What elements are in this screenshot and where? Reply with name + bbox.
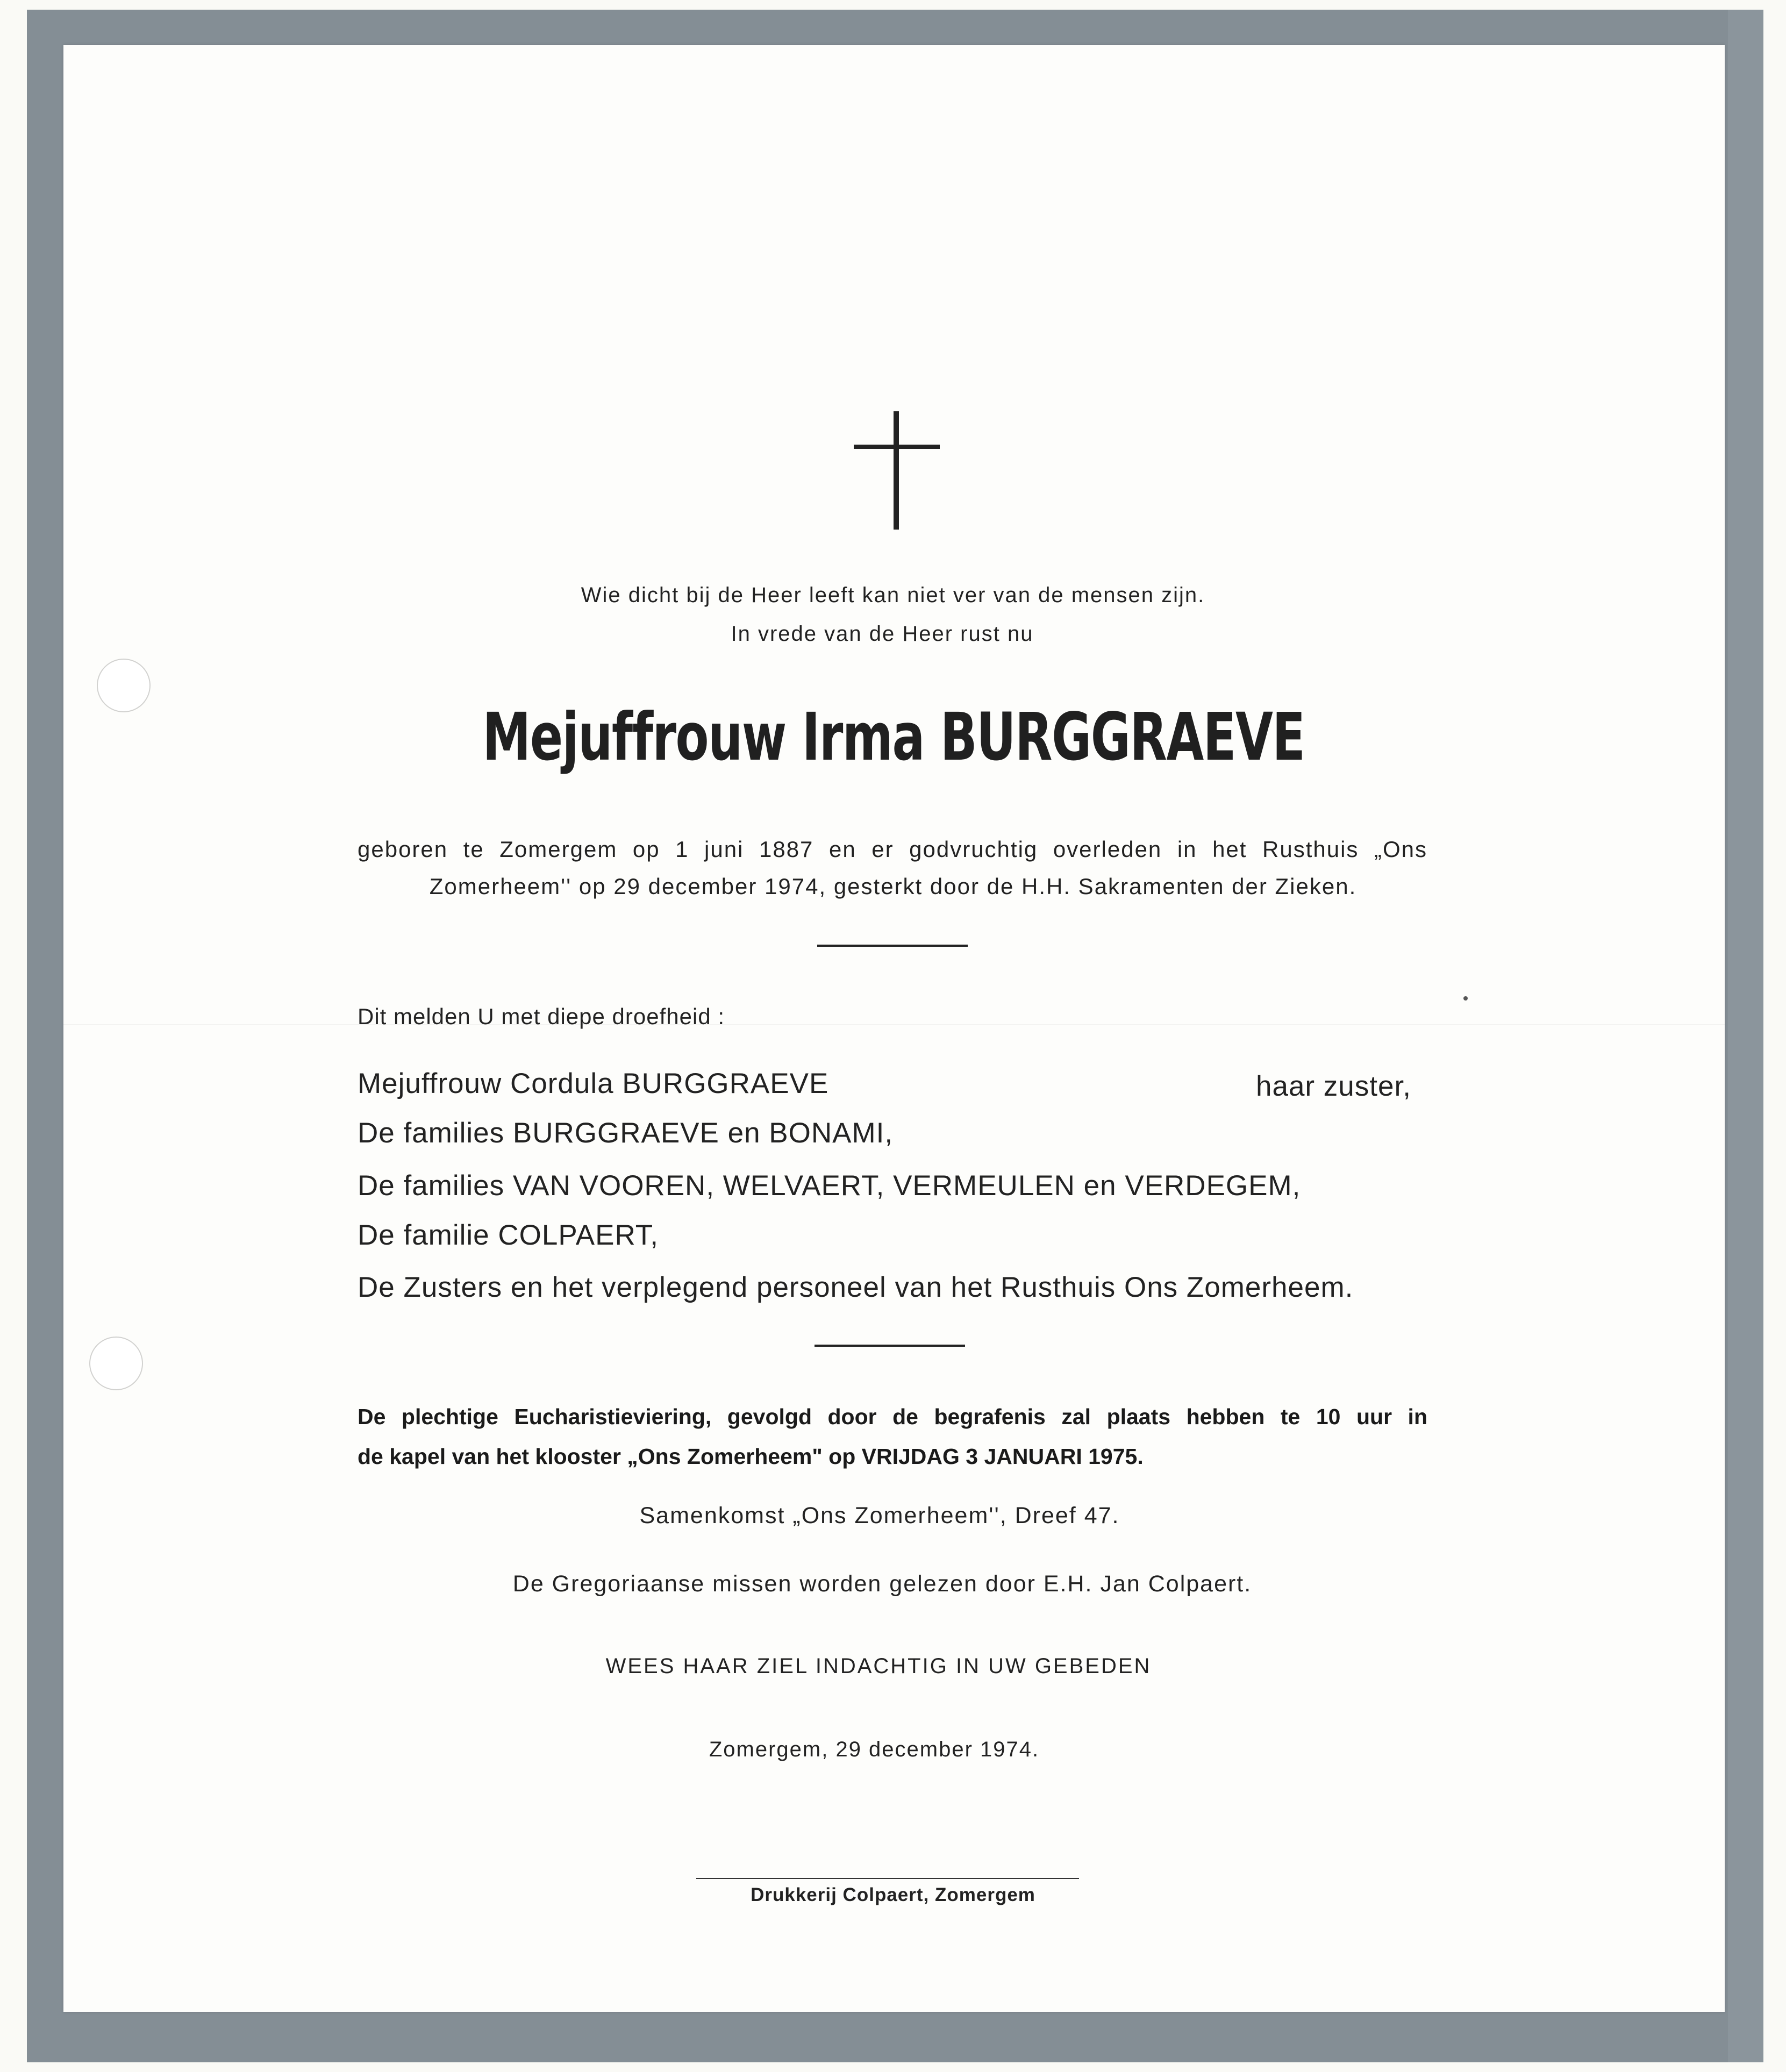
verse-line-2: In vrede van de Heer rust nu [731, 622, 1034, 646]
divider-middle [815, 1345, 965, 1347]
printer-credit: Drukkerij Colpaert, Zomergem [751, 1884, 1035, 1905]
verse-line-1: Wie dicht bij de Heer leeft kan niet ver van de mensen zijn. [581, 583, 1205, 607]
latin-cross-icon [854, 411, 940, 530]
masses-info: De Gregoriaanse missen worden gelezen door E.H. Jan Colpaert. [512, 1571, 1252, 1597]
mourner-line-3: De families VAN VOOREN, WELVAERT, VERMEULEN en VERDEGEM, [358, 1170, 1301, 1202]
funeral-line-2: de kapel van het klooster „Ons Zomerheem" op VRIJDAG 3 JANUARI 1975. [358, 1444, 1144, 1469]
cross-vertical-bar [894, 411, 899, 530]
divider-top [817, 945, 968, 947]
gathering-info: Samenkomst „Ons Zomerheem'', Dreef 47. [639, 1503, 1120, 1528]
details-line-2: Zomerheem'' op 29 december 1974, gesterkt door de H.H. Sakramenten der Zieken. [429, 874, 1357, 899]
memorial-card [63, 45, 1725, 2012]
mourner-line-4: De familie COLPAERT, [358, 1219, 659, 1251]
mourner-line-2: De families BURGGRAEVE en BONAMI, [358, 1117, 894, 1149]
place-and-date: Zomergem, 29 december 1974. [709, 1738, 1040, 1761]
punch-hole-bottom [89, 1337, 143, 1390]
cross-horizontal-bar [854, 445, 940, 449]
deceased-name: Mejuffrouw Irma BURGGRAEVE [482, 699, 1305, 775]
announcement-intro: Dit melden U met diepe droefheid : [358, 1004, 725, 1029]
mourner-line-1: Mejuffrouw Cordula BURGGRAEVE [358, 1068, 829, 1099]
prayer-request: WEES HAAR ZIEL INDACHTIG IN UW GEBEDEN [605, 1654, 1152, 1678]
funeral-line-1: De plechtige Eucharistieviering, gevolgd door de begrafenis zal plaats hebben te 10 uur in [358, 1404, 1427, 1429]
printer-rule [696, 1878, 1079, 1879]
mourner-relation-1: haar zuster, [1256, 1070, 1411, 1102]
punch-hole-top [97, 659, 151, 712]
paper-speck [1463, 996, 1468, 1001]
details-line-1: geboren te Zomergem op 1 juni 1887 en er godvruchtig overleden in het Rusthuis „Ons [358, 837, 1427, 862]
mourner-line-5: De Zusters en het verplegend personeel van het Rusthuis Ons Zomerheem. [358, 1271, 1354, 1303]
fold-line [63, 1024, 1725, 1025]
